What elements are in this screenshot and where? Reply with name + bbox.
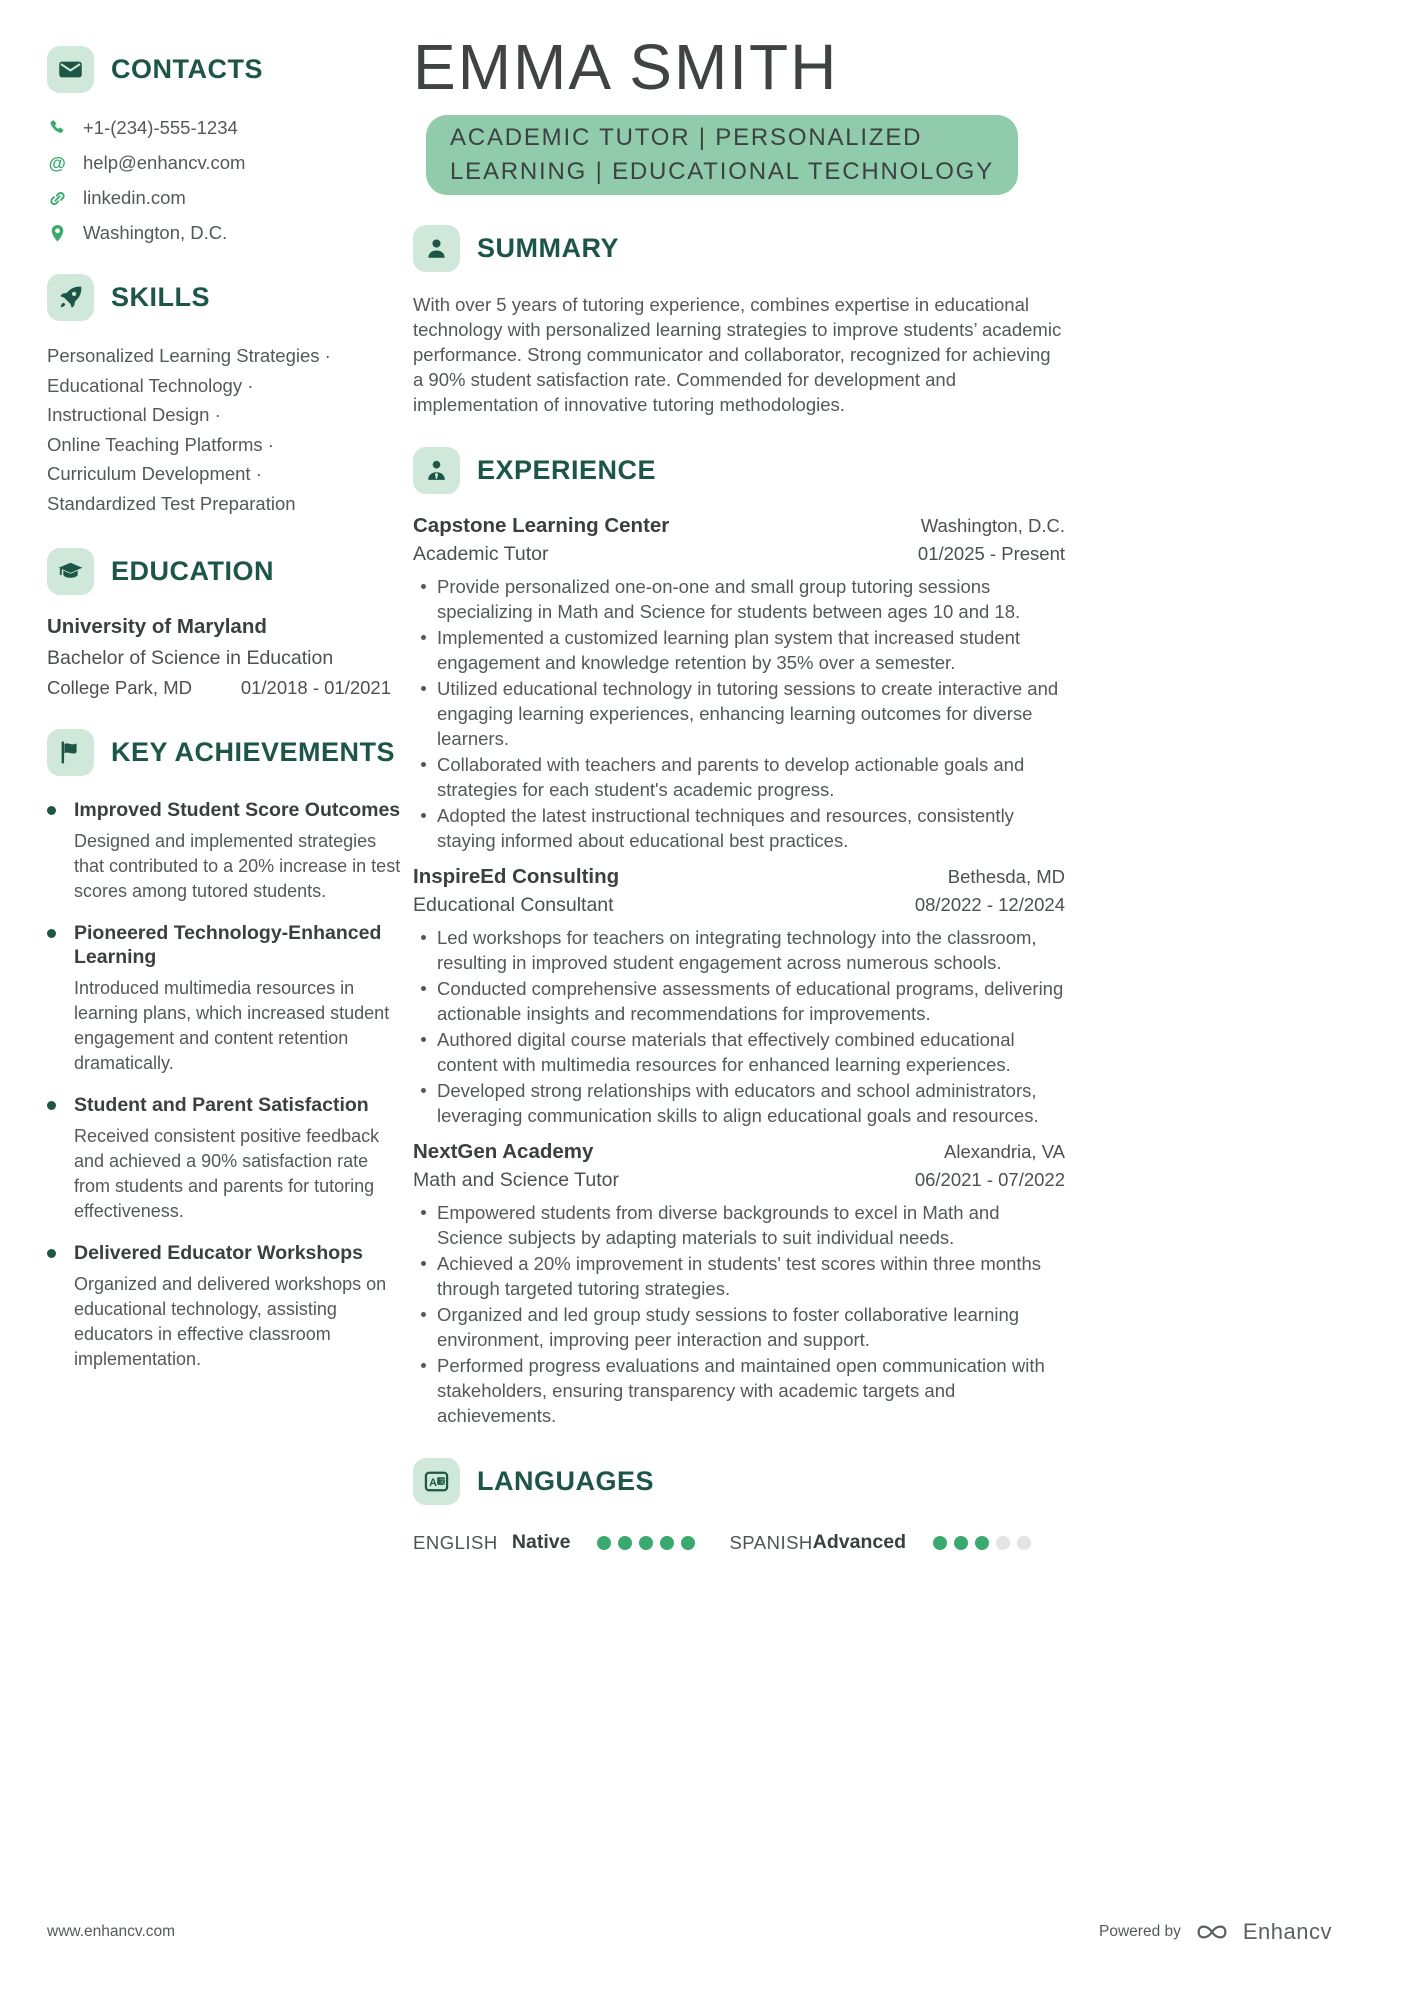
bullet-dot-icon	[47, 929, 56, 938]
enhancv-logo-icon	[1191, 1919, 1233, 1945]
contacts-section	[47, 46, 403, 244]
sidebar	[47, 34, 403, 1554]
graduation-cap-icon	[47, 548, 94, 595]
education-section	[47, 548, 403, 699]
education-heading: EDUCATION	[111, 556, 274, 586]
title-banner	[426, 115, 1018, 195]
job-role: Educational Consultant	[413, 894, 614, 917]
achievement-body	[74, 921, 403, 1076]
education-location: College Park, MD	[47, 677, 192, 698]
footer-url: www.enhancv.com	[47, 1923, 176, 1940]
skills-header	[47, 274, 403, 321]
svg-text:文: 文	[438, 1479, 445, 1486]
achievement-body	[74, 1093, 403, 1224]
level-dot-icon	[618, 1536, 632, 1550]
contact-label: linkedin.com	[83, 187, 186, 208]
flag-icon	[47, 729, 94, 776]
job-bullet: Collaborated with teachers and parents to develop actionable goals and strategies for each student's academic progress.	[437, 752, 1065, 802]
contact-item	[47, 117, 403, 139]
job-location: Washington, D.C.	[920, 515, 1065, 537]
job-dates: 06/2021 - 07/2022	[914, 1169, 1065, 1191]
experience-entry	[413, 1140, 1065, 1428]
job-bullet: Led workshops for teachers on integrating technology into the classroom, resulting in improved student engagement across numerous schools.	[437, 925, 1065, 975]
languages-section	[413, 1458, 1065, 1554]
job-location: Bethesda, MD	[947, 866, 1065, 888]
skill-item: Instructional Design ·	[47, 404, 221, 425]
link-icon	[47, 188, 68, 209]
contact-label: +1-(234)-555-1234	[83, 117, 238, 138]
level-dot-icon	[1017, 1536, 1031, 1550]
education-header	[47, 548, 403, 595]
phone-icon	[47, 118, 68, 139]
skill-item: Online Teaching Platforms ·	[47, 433, 274, 455]
business-person-icon	[413, 447, 460, 494]
language-level-group	[512, 1531, 696, 1554]
job-role: Math and Science Tutor	[413, 1169, 619, 1192]
summary-section	[413, 225, 1065, 417]
svg-text:A: A	[429, 1476, 438, 1489]
level-dot-icon	[975, 1536, 989, 1550]
achievement-item	[47, 1241, 403, 1372]
experience-list	[413, 514, 1065, 1428]
achievement-item	[47, 921, 403, 1076]
job-bullet: Conducted comprehensive assessments of educational programs, delivering actionable insights and recommendations for improvements.	[437, 978, 1064, 1025]
level-dot-icon	[660, 1536, 674, 1550]
job-dates: 01/2025 - Present	[917, 543, 1065, 565]
level-dot-icon	[639, 1536, 653, 1550]
job-company: Capstone Learning Center	[413, 514, 670, 538]
languages-header	[413, 1458, 1065, 1505]
bullet-dot-icon	[47, 1249, 56, 1258]
achievements-heading: KEY ACHIEVEMENTS	[111, 737, 396, 767]
achievement-title: Improved Student Score Outcomes	[74, 799, 401, 821]
candidate-name: EMMA SMITH	[413, 31, 839, 103]
achievements-section	[47, 729, 403, 1372]
achievement-title: Student and Parent Satisfaction	[74, 1094, 369, 1116]
languages-list	[413, 1531, 1065, 1554]
job-bullets	[413, 925, 1065, 1128]
job-dates: 08/2022 - 12/2024	[914, 894, 1065, 916]
language-item	[729, 1531, 1065, 1554]
contacts-list	[47, 117, 403, 244]
level-dot-icon	[681, 1536, 695, 1550]
level-dot-icon	[954, 1536, 968, 1550]
education-degree: Bachelor of Science in Education	[47, 647, 334, 669]
language-level: Advanced	[812, 1531, 906, 1554]
brand-name: Enhancv	[1242, 1919, 1332, 1944]
job-company: NextGen Academy	[413, 1140, 594, 1164]
bullet-dot-icon	[47, 806, 56, 815]
job-bullet: Organized and led group study sessions to foster collaborative learning environment, improving peer interaction and support.	[437, 1302, 1065, 1352]
page-footer	[47, 1919, 1332, 1945]
language-name: ENGLISH	[413, 1531, 498, 1553]
achievement-title: Pioneered Technology-Enhanced Learning	[74, 922, 382, 968]
education-school: University of Maryland	[47, 615, 267, 638]
translate-icon	[413, 1458, 460, 1505]
job-bullet: Provide personalized one-on-one and small group tutoring sessions specializing in Math and Science for students between ages 10 and 18.	[437, 574, 1065, 624]
language-item	[413, 1531, 729, 1554]
person-icon	[413, 225, 460, 272]
level-dot-icon	[933, 1536, 947, 1550]
language-name: SPANISH	[729, 1531, 813, 1553]
job-role: Academic Tutor	[413, 543, 549, 566]
experience-entry	[413, 514, 1065, 853]
achievement-item	[47, 1093, 403, 1224]
achievements-header	[47, 729, 403, 776]
achievement-body	[74, 1241, 403, 1372]
contacts-heading: CONTACTS	[111, 54, 263, 84]
location-pin-icon	[47, 223, 68, 244]
job-bullets	[413, 1200, 1065, 1428]
envelope-icon	[47, 46, 94, 93]
experience-header	[413, 447, 1065, 494]
education-entry	[47, 615, 403, 699]
achievement-text: Received consistent positive feedback and achieved a 90% satisfaction rate from students and parents for tutoring effectiveness.	[74, 1126, 380, 1221]
rocket-icon	[47, 274, 94, 321]
contact-item	[47, 152, 403, 174]
job-location: Alexandria, VA	[944, 1141, 1065, 1163]
contact-label: help@enhancv.com	[83, 152, 246, 173]
languages-heading: LANGUAGES	[477, 1466, 655, 1497]
achievement-text: Organized and delivered workshops on educational technology, assisting educators in effective classroom implementation.	[74, 1274, 387, 1369]
experience-entry	[413, 865, 1065, 1128]
skill-item: Standardized Test Preparation	[47, 492, 296, 514]
title-line-2: LEARNING | EDUCATIONAL TECHNOLOGY	[450, 158, 994, 186]
experience-section	[413, 447, 1065, 1428]
job-bullet: Achieved a 20% improvement in students' test scores within three months through targeted tutoring strategies.	[437, 1251, 1065, 1301]
job-bullet: Developed strong relationships with educators and school administrators, leveraging communication skills to align educational goals and resources.	[437, 1078, 1065, 1128]
skills-list	[47, 341, 403, 518]
summary-text: With over 5 years of tutoring experience, combines expertise in educational technology with personalized learning strategies to improve students’ academic performance. Strong communicator and collaborator, recognized for achieving a 90% student satisfaction rate. Commended for development and implementation of innovative tutoring methodologies.	[413, 294, 1062, 416]
language-dots	[926, 1536, 1031, 1550]
level-dot-icon	[597, 1536, 611, 1550]
achievements-list	[47, 798, 403, 1372]
summary-heading: SUMMARY	[477, 233, 619, 264]
main-column	[413, 31, 1065, 1554]
achievement-body	[74, 798, 403, 904]
language-dots	[590, 1536, 695, 1550]
achievement-item	[47, 798, 403, 904]
contact-item	[47, 187, 403, 209]
job-bullets	[413, 574, 1065, 853]
education-period: 01/2018 - 01/2021	[240, 677, 391, 698]
job-bullet: Empowered students from diverse backgrounds to excel in Math and Science subjects by adapting materials to suit individual needs.	[437, 1200, 1065, 1250]
achievement-text: Introduced multimedia resources in learning plans, which increased student engagement and content retention dramatically.	[74, 978, 390, 1073]
skills-heading: SKILLS	[111, 282, 211, 312]
job-company: InspireEd Consulting	[413, 865, 620, 889]
contact-item	[47, 222, 403, 244]
job-bullet: Adopted the latest instructional techniques and resources, consistently staying informed about educational best practices.	[437, 803, 1065, 853]
title-line-1: ACADEMIC TUTOR | PERSONALIZED	[450, 124, 923, 152]
language-level-group	[813, 1531, 1031, 1554]
language-level: Native	[511, 1531, 571, 1554]
powered-by	[1099, 1919, 1332, 1945]
job-bullet: Implemented a customized learning plan system that increased student engagement and knowledge retention by 35% over a semester.	[437, 625, 1065, 675]
skill-item: Personalized Learning Strategies ·	[47, 345, 331, 366]
skill-item: Educational Technology ·	[47, 374, 254, 396]
job-bullet: Utilized educational technology in tutoring sessions to create interactive and engaging learning experiences, enhancing learning outcomes for diverse learners.	[437, 676, 1065, 751]
experience-heading: EXPERIENCE	[477, 455, 657, 486]
level-dot-icon	[996, 1536, 1010, 1550]
job-bullet: Authored digital course materials that effectively combined educational content with multimedia resources for enhanced learning experiences.	[437, 1027, 1065, 1077]
achievement-text: Designed and implemented strategies that contributed to a 20% increase in test scores among tutored students.	[74, 831, 401, 901]
skills-section	[47, 274, 403, 518]
summary-header	[413, 225, 1065, 272]
bullet-dot-icon	[47, 1101, 56, 1110]
job-bullet: Performed progress evaluations and maintained open communication with stakeholders, ensuring transparency with academic targets and achievements.	[437, 1353, 1065, 1428]
powered-by-label: Powered by	[1099, 1923, 1181, 1940]
contact-label: Washington, D.C.	[83, 222, 228, 243]
at-icon	[47, 153, 68, 174]
contacts-header	[47, 46, 403, 93]
achievement-title: Delivered Educator Workshops	[74, 1242, 363, 1264]
skill-item: Curriculum Development ·	[47, 463, 262, 484]
